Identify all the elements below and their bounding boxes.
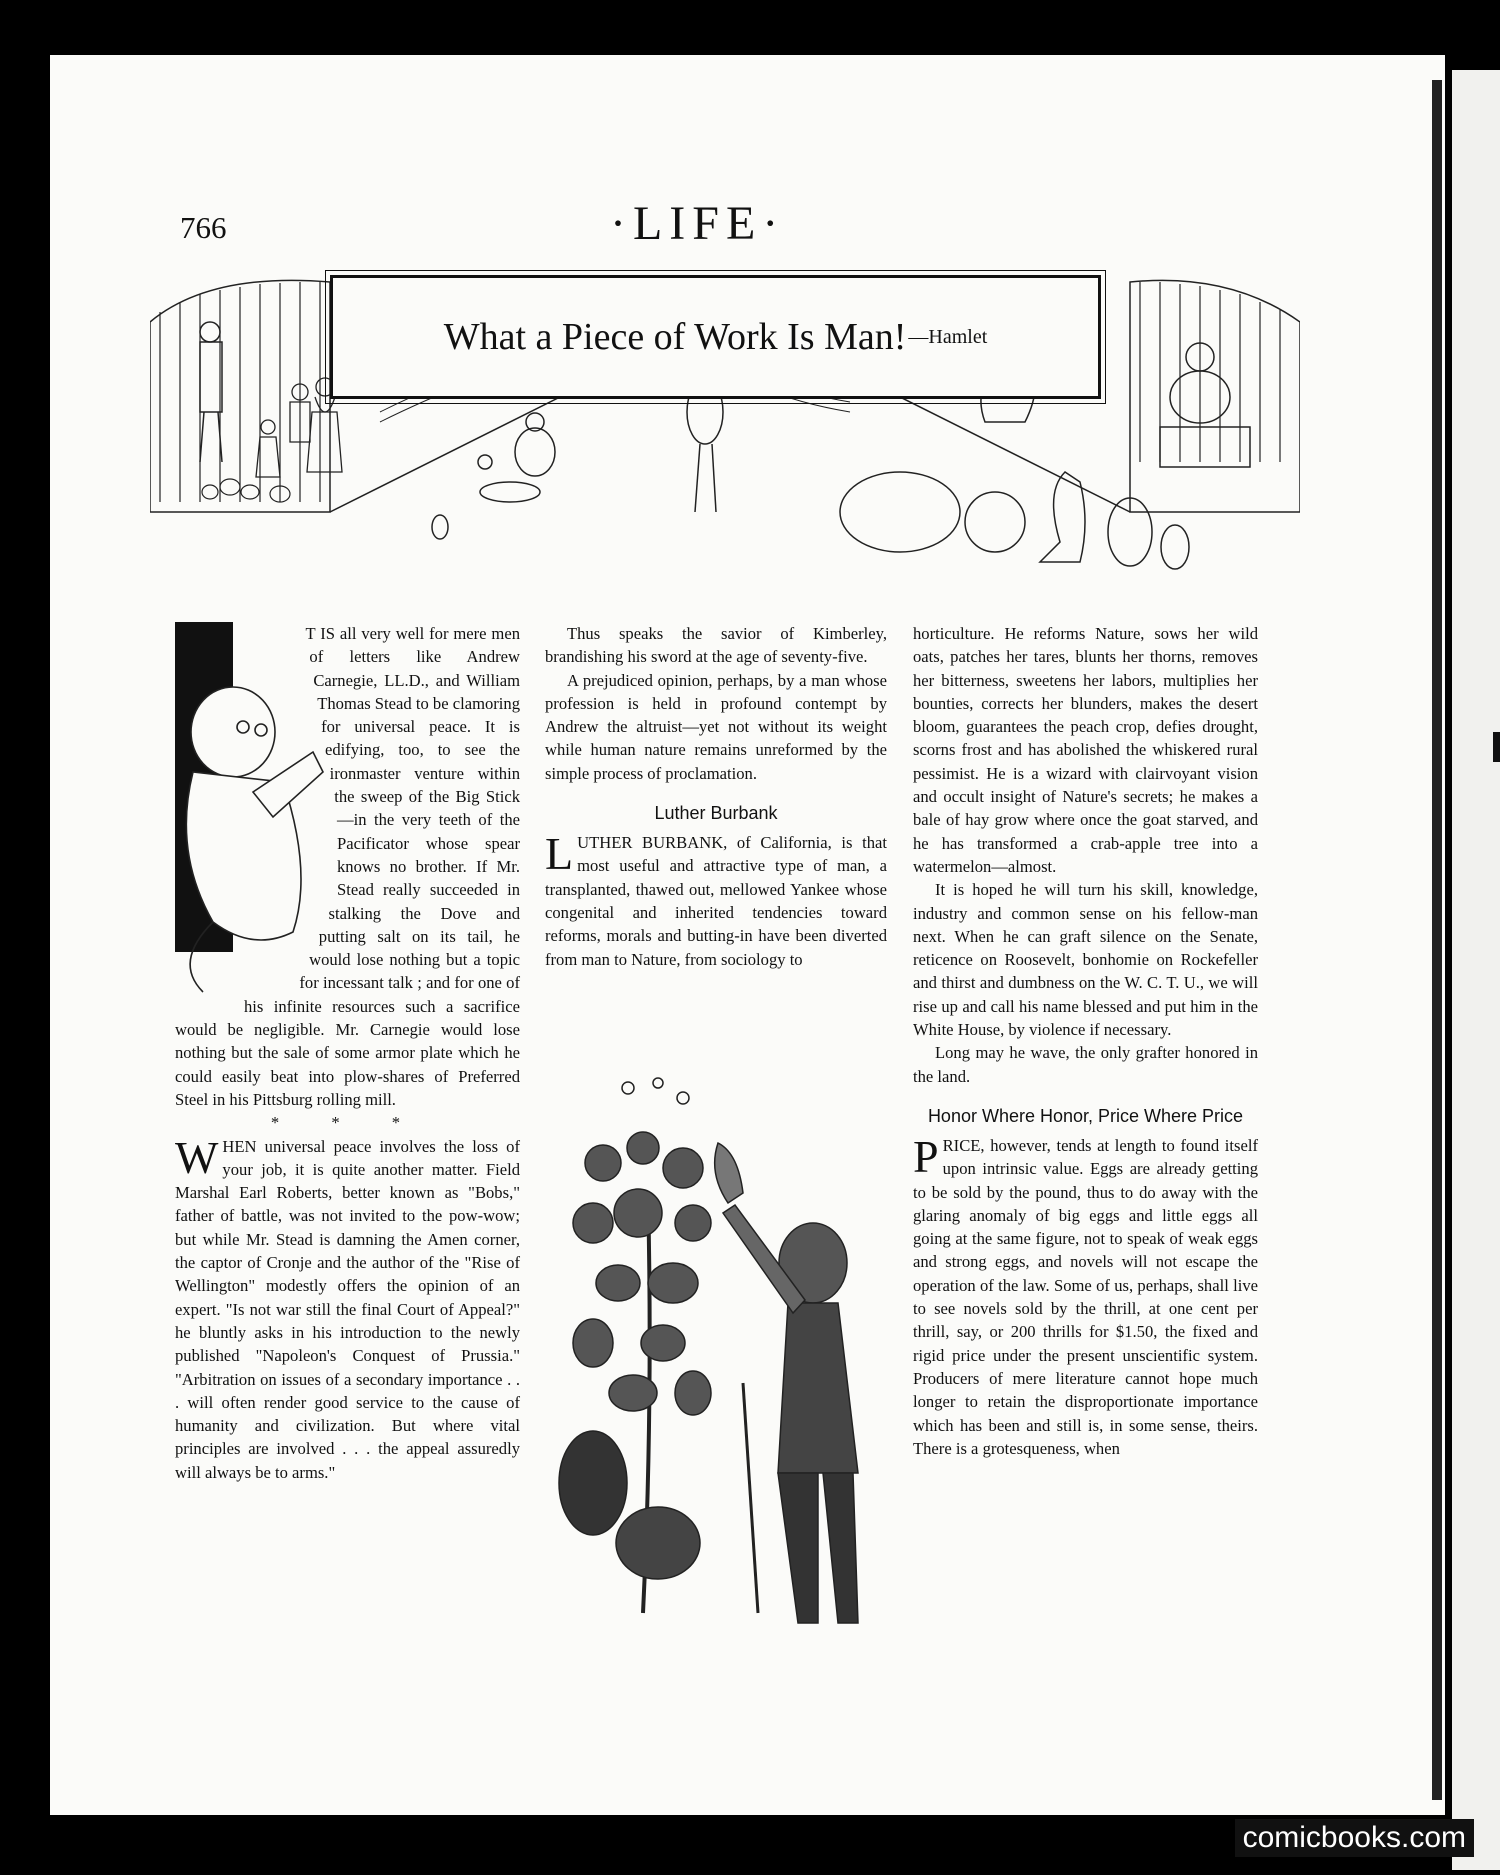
- col2-paragraph-1: Thus speaks the savior of Kimberley, brandishing his sword at the age of seventy-five.: [545, 624, 887, 667]
- luther-burbank-heading: Luther Burbank: [654, 803, 778, 824]
- col3-paragraph-2: It is hoped he will turn his skill, knowledge, industry and common sense on his fellow-man next. When he can graft silence on the Senate, reticence on Roosevelt, bonhomie on Rockefeller and thirst and dumbness on the W. C. T. U., we will rise up and call his name blessed and put him in the White House, by violence if necessary.: [913, 880, 1258, 1040]
- col2-paragraph-2: A prejudiced opinion, perhaps, by a man whose profession is held in profound contempt by Andrew the altruist—yet not without its weight while human nature remains unreformed by the simple process of proclamation.: [545, 670, 887, 783]
- col1-paragraph-2-text: HEN universal peace involves the loss of your job, it is quite another matter. Field Marshal Earl Roberts, better known as "Bobs," father of battle, was not invited to the pow-wow; but while Mr. Stead is damning the Amen corner, the captor of Cronje and the author of the "Rise of Wellington" modestly offers the opinion of an expert. "Is not war still the final Court of Appeal?" he bluntly asks in his introduction to the newly published "Napoleon's Conquest of Prussia." "Arbitration on issues of a secondary importance . . . will often render good service to the cause of humanity and civilization. But where vital principles are involved . . . the appeal assuredly will always be to arms.": [175, 1136, 520, 1482]
- col1-paragraph-2: [175, 1131, 520, 1484]
- page-number: 766: [180, 210, 227, 245]
- page-gutter: [1432, 80, 1442, 1800]
- section-separator: * * *: [270, 1113, 425, 1133]
- drop-cap-w: W: [175, 1131, 219, 1183]
- column-3: [913, 622, 1258, 1460]
- binding-mark: [1493, 732, 1500, 762]
- col3-paragraph-1: horticulture. He reforms Nature, sows her wild oats, patches her tares, blunts her thorns, removes her bitterness, sweetens her labors, multiplies her bounties, corrects her blunders, makes the desert bloom, guarantees the peach crop, defies drought, scorns frost and has abolished the whiskered rural pessimist. He is a wizard with clairvoyant vision and occult insight of Nature's secrets; he makes a bale of hay grow where once the goat starved, and he has transformed a crab-apple tree into a watermelon—almost.: [913, 624, 1258, 876]
- burbank-fruit-tree-illustration: [533, 1053, 903, 1633]
- drop-cap-l: L: [545, 828, 574, 880]
- title-attribution: —Hamlet: [908, 325, 988, 348]
- col2-paragraph-3: [545, 828, 887, 971]
- col2-paragraph-3-text: UTHER BURBANK, of California, is that most useful and attractive type of man, a transplanted, thawed out, mellowed Yankee whose congenital and inherited tendencies toward reforms, morals and butting-in have been diverted from man to Nature, from sociology to: [545, 833, 887, 969]
- masthead: ·LIFE·: [610, 197, 786, 250]
- article-title: What a Piece of Work Is Man!: [443, 316, 907, 358]
- site-watermark: comicbooks.com: [1235, 1819, 1474, 1857]
- monkey-initial-illustration: [163, 622, 333, 1012]
- col3-paragraph-4: [913, 1130, 1258, 1460]
- facing-page-edge: [1452, 70, 1500, 1870]
- column-1: [175, 622, 520, 1484]
- col3-paragraph-3: Long may he wave, the only grafter honored in the land.: [913, 1043, 1258, 1086]
- article-title-box: [330, 275, 1101, 399]
- drop-cap-p: P: [913, 1130, 939, 1182]
- col3-paragraph-4-text: RICE, however, tends at length to found itself upon intrinsic value. Eggs are already getting to be sold by the pound, thus to do away with the glaring anomaly of big eggs and little eggs all going at the same figure, not to speak of weak eggs and strong eggs, and novels will not escape the operation of the law. Some of us, perhaps, shall live to see novels sold by the thrill, at one cent per thrill, say, or 200 thrills for $1.50, the fixed and rigid price under the present unscientific system. Producers of mere literature cannot hope much longer to retain the disproportionate importance which has been and still is, in some sense, theirs. There is a grotesqueness, when: [913, 1135, 1258, 1458]
- col1-paragraph-1: T IS all very well for mere men of letters like Andrew Carnegie, LL.D., and William Thomas Stead to be clamoring for universal peace. It is edifying, too, to see the ironmaster venture within the sweep of the Big Stick —in the very teeth of the Pacificator whose spear knows no brother. If Mr. Stead really succeeded in stalking the Dove and putting salt on its tail, he would lose nothing but a topic for incessant talk ; and for one of his infinite resources such a sacrifice would be negligible. Mr. Carnegie would lose nothing but the sale of some armor plate which he could easily beat into plow-shares of Preferred Steel in his Pittsburg rolling mill.: [175, 624, 520, 1109]
- column-2: [545, 622, 887, 971]
- honor-price-heading: Honor Where Honor, Price Where Price: [927, 1105, 1244, 1126]
